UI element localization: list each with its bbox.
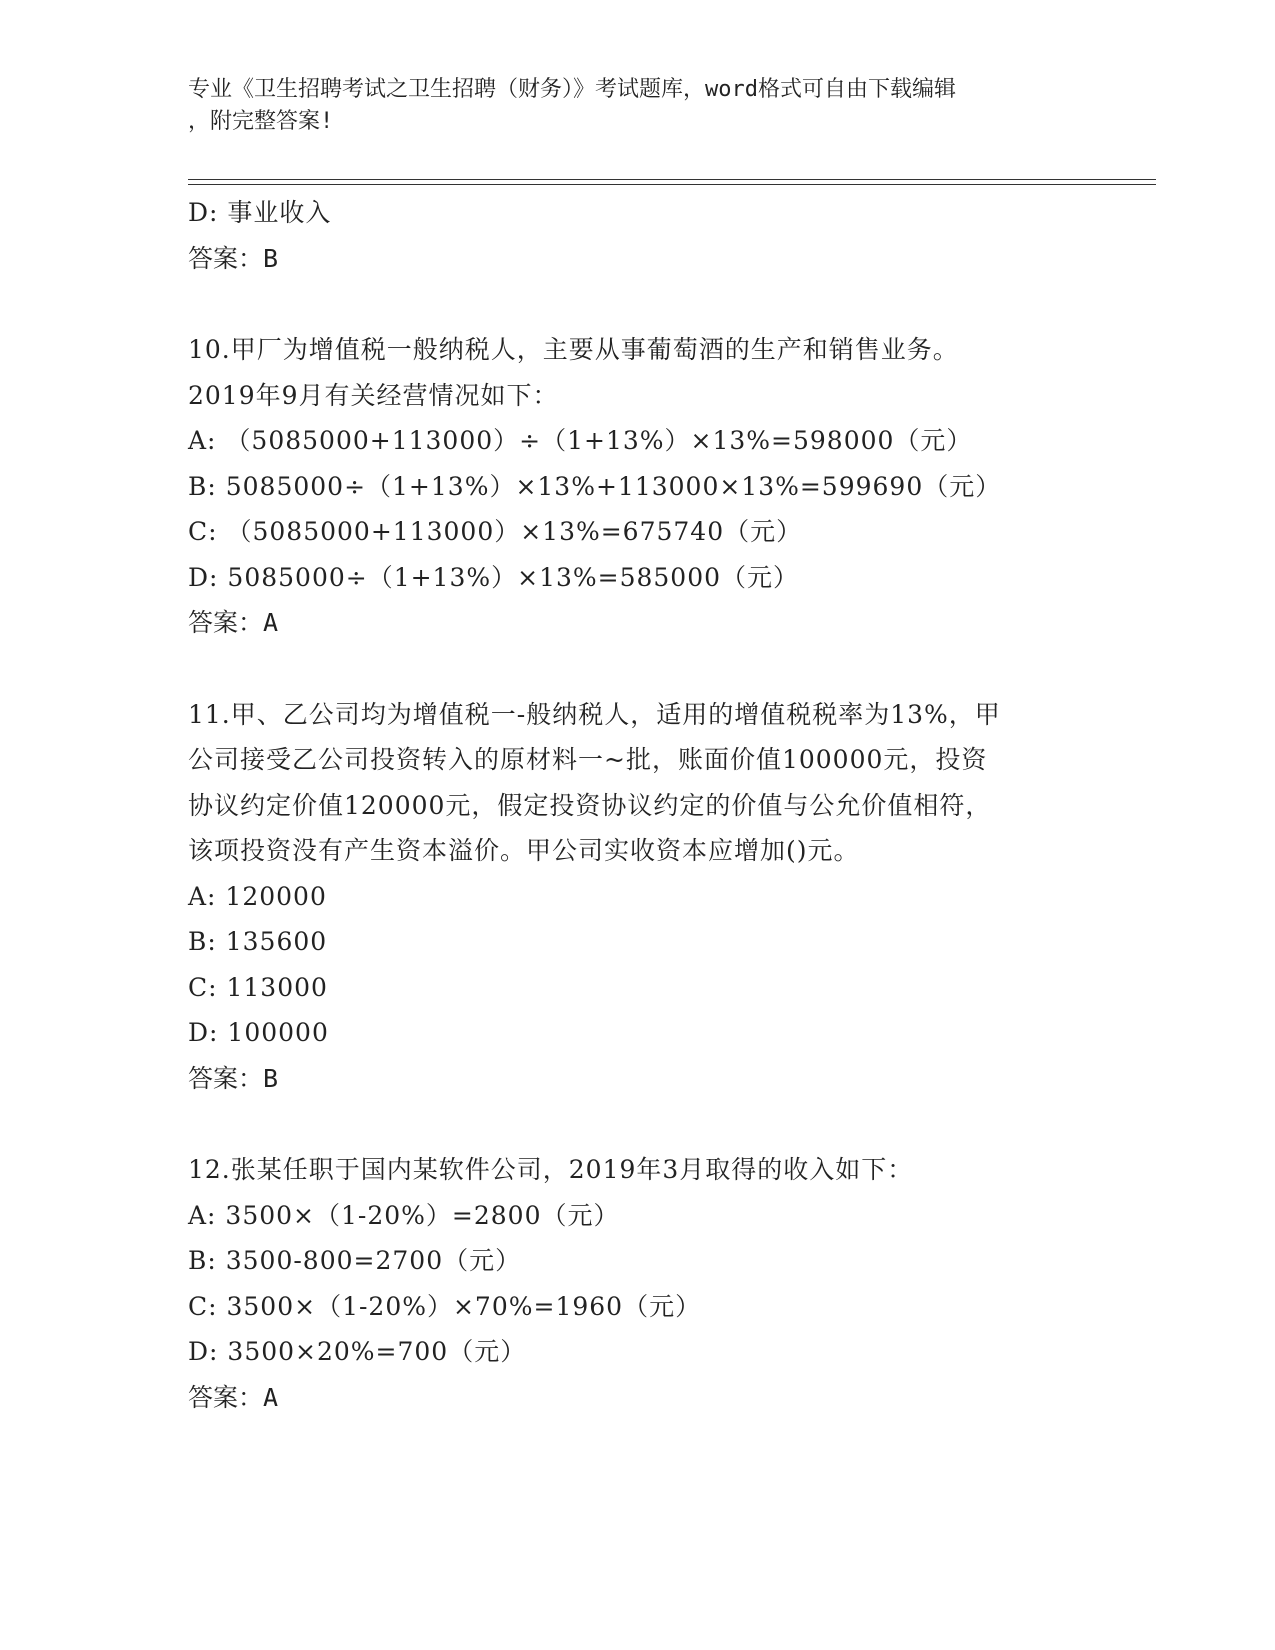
option-d: D: 3500×20%=700（元） bbox=[188, 1337, 527, 1366]
document-body bbox=[188, 190, 1138, 1420]
option-a: A: 3500×（1-20%）=2800（元） bbox=[188, 1200, 620, 1230]
option-c: C: 113000 bbox=[188, 972, 328, 1002]
question-11 bbox=[188, 692, 1138, 1102]
stem-line: 12.张某任职于国内某软件公司，2019年3月取得的收入如下： bbox=[188, 1155, 914, 1184]
question-stem bbox=[188, 692, 1138, 874]
option-a: A: （5085000+113000）÷（1+13%）×13%=598000（元） bbox=[188, 426, 973, 455]
option-b: B: 3500-800=2700（元） bbox=[188, 1246, 522, 1275]
option-b: B: 135600 bbox=[188, 927, 328, 956]
spacer bbox=[188, 281, 1138, 327]
stem-line: 10.甲厂为增值税一般纳税人，主要从事葡萄酒的生产和销售业务。 bbox=[188, 335, 959, 364]
document-header bbox=[188, 74, 1088, 138]
option-b: B: 5085000÷（1+13%）×13%+113000×13%=599690（元） bbox=[188, 471, 1002, 501]
option-a: A: 120000 bbox=[188, 881, 327, 911]
question-stem bbox=[188, 1147, 1138, 1193]
answer: 答案：A bbox=[188, 608, 279, 637]
question-12 bbox=[188, 1147, 1138, 1420]
stem-line: 协议约定价值120000元，假定投资协议约定的价值与公允价值相符， bbox=[188, 790, 992, 820]
stem-line: 该项投资没有产生资本溢价。甲公司实收资本应增加()元。 bbox=[188, 836, 860, 865]
stem-line: 2019年9月有关经营情况如下： bbox=[188, 380, 559, 410]
question-10 bbox=[188, 327, 1138, 646]
stem-line: 公司接受乙公司投资转入的原材料一~批，账面价值100000元，投资 bbox=[188, 745, 988, 774]
spacer bbox=[188, 1101, 1138, 1147]
answer: 答案：B bbox=[188, 1063, 279, 1093]
option-d: D: 5085000÷（1+13%）×13%=585000（元） bbox=[188, 562, 800, 592]
header-line-1: 专业《卫生招聘考试之卫生招聘（财务）》考试题库，word格式可自由下载编辑 bbox=[188, 77, 956, 102]
option-d: D: 100000 bbox=[188, 1018, 329, 1047]
option-d-previous: D: 事业收入 bbox=[188, 198, 332, 227]
option-c: C: （5085000+113000）×13%=675740（元） bbox=[188, 517, 803, 546]
stem-line: 11.甲、乙公司均为增值税一-般纳税人，适用的增值税税率为13%，甲 bbox=[188, 699, 1001, 729]
answer-previous: 答案：B bbox=[188, 243, 279, 273]
header-rule-bottom bbox=[188, 184, 1156, 185]
spacer bbox=[188, 646, 1138, 692]
header-rule-top bbox=[188, 179, 1156, 180]
answer: 答案：A bbox=[188, 1382, 279, 1412]
option-c: C: 3500×（1-20%）×70%=1960（元） bbox=[188, 1291, 702, 1321]
question-stem bbox=[188, 327, 1138, 418]
header-line-2: ，附完整答案! bbox=[188, 109, 334, 134]
